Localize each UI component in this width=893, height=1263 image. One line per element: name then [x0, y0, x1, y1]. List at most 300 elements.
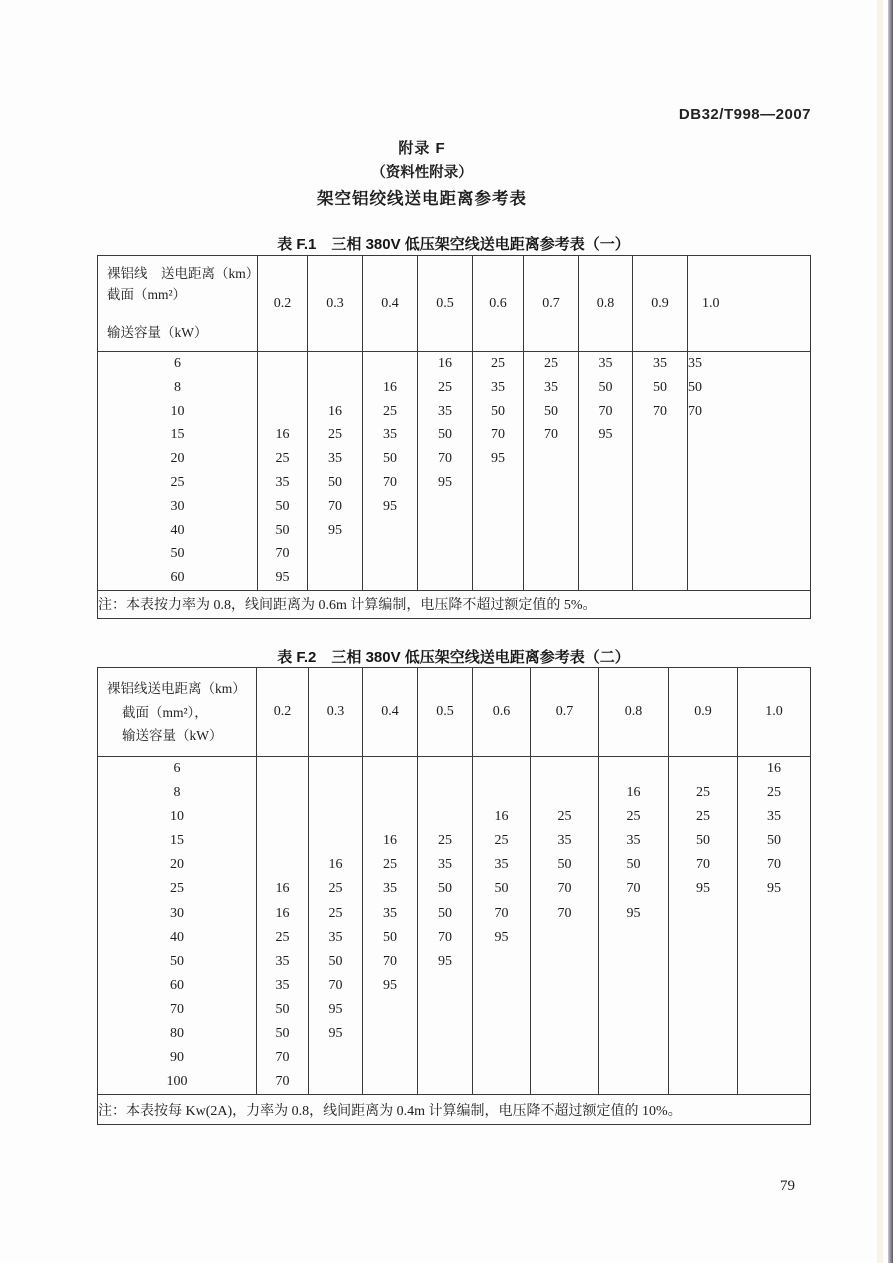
value-cell [363, 1070, 417, 1094]
value-cell: 50 [438, 427, 452, 443]
value-cell [473, 950, 530, 974]
value-column [418, 352, 473, 591]
value-cell [669, 1070, 737, 1094]
capacity-cell: 30 [170, 905, 184, 921]
value-cell: 25 [438, 833, 452, 849]
value-cell: 70 [494, 905, 509, 921]
value-cell [309, 757, 362, 781]
value-cell [669, 902, 737, 926]
value-cell [257, 853, 308, 877]
value-cell: 95 [494, 929, 509, 945]
value-cell [579, 519, 632, 543]
value-cell [579, 542, 632, 566]
capacity-cell: 10 [170, 403, 185, 419]
scan-edge-dark [888, 0, 893, 1263]
value-cell [363, 542, 417, 566]
value-cell: 25 [626, 809, 641, 825]
value-cell [308, 352, 362, 376]
distance-header-cell: 0.7 [524, 256, 579, 352]
value-cell: 25 [328, 905, 343, 921]
value-cell [524, 519, 578, 543]
value-cell: 95 [491, 451, 505, 467]
value-column [257, 757, 309, 1095]
value-column [531, 757, 599, 1095]
value-cell [738, 1022, 810, 1046]
value-cell [688, 447, 810, 471]
value-cell [473, 1022, 530, 1046]
value-cell [473, 998, 530, 1022]
value-cell: 70 [557, 905, 572, 921]
value-cell: 70 [653, 403, 667, 419]
value-cell [257, 781, 308, 805]
value-cell: 16 [494, 809, 509, 825]
value-cell [599, 974, 668, 998]
appendix-title-line: 附录 F [398, 140, 446, 157]
capacity-cell: 10 [170, 809, 184, 825]
table-note: 注：本表按每 Kw(2A)，力率为 0.8，线间距离为 0.4m 计算编制，电压降不超过额定值的 10%。 [98, 1095, 811, 1125]
value-cell [579, 471, 632, 495]
table-f2-container [97, 667, 811, 1125]
value-cell [738, 1070, 810, 1094]
capacity-column [98, 757, 257, 1095]
appendix-name-line: 架空铝绞线送电距离参考表 [317, 190, 527, 208]
value-cell: 50 [328, 953, 343, 969]
value-cell: 70 [438, 451, 452, 467]
value-cell [473, 566, 523, 590]
value-cell [473, 1046, 530, 1070]
value-cell [473, 519, 523, 543]
value-cell: 95 [438, 474, 452, 490]
value-cell [309, 781, 362, 805]
value-cell: 50 [275, 522, 290, 538]
distance-header-cell: 0.8 [599, 668, 669, 757]
value-cell: 35 [557, 833, 572, 849]
distance-header-cell: 0.6 [473, 256, 524, 352]
value-cell [579, 447, 632, 471]
capacity-cell: 30 [170, 498, 185, 514]
value-column [473, 352, 524, 591]
value-cell [531, 926, 598, 950]
value-cell: 35 [494, 857, 509, 873]
value-cell [633, 447, 687, 471]
value-cell [633, 566, 687, 590]
capacity-cell: 90 [170, 1050, 184, 1066]
value-column [738, 757, 811, 1095]
capacity-cell: 50 [170, 546, 185, 562]
value-cell: 50 [383, 451, 397, 467]
corner-header-cell [98, 256, 258, 352]
value-column [418, 757, 473, 1095]
value-cell: 50 [767, 833, 781, 849]
value-cell [738, 902, 810, 926]
value-cell [473, 471, 523, 495]
value-cell [688, 519, 810, 543]
value-cell [418, 495, 472, 519]
value-cell [633, 471, 687, 495]
distance-header-cell: 0.9 [633, 256, 688, 352]
value-cell: 70 [767, 857, 781, 873]
value-cell: 70 [544, 427, 558, 443]
header-label-line: 裸铝线送电距离（km） [107, 681, 246, 696]
value-cell: 95 [328, 522, 342, 538]
value-cell [363, 352, 417, 376]
value-cell [257, 757, 308, 781]
value-cell: 70 [383, 953, 397, 969]
distance-header-cell: 0.7 [531, 668, 599, 757]
capacity-cell: 20 [170, 451, 185, 467]
value-cell [738, 974, 810, 998]
value-cell [738, 950, 810, 974]
value-cell: 35 [767, 809, 781, 825]
value-cell: 35 [653, 356, 667, 371]
value-cell: 35 [688, 356, 702, 371]
table-f1-caption: 表 F.1 三相 380V 低压架空线送电距离参考表（一） [277, 236, 630, 253]
value-cell: 35 [383, 905, 397, 921]
value-cell: 70 [491, 427, 505, 443]
value-cell [531, 1046, 598, 1070]
value-cell: 25 [557, 809, 572, 825]
value-cell: 95 [383, 977, 397, 993]
page-number: 79 [780, 1178, 795, 1194]
value-cell: 95 [767, 881, 781, 897]
capacity-cell: 6 [174, 356, 181, 371]
value-cell [473, 757, 530, 781]
value-column [258, 352, 308, 591]
appendix-title-block [97, 137, 747, 212]
value-cell: 95 [328, 1001, 343, 1017]
value-cell: 95 [328, 1026, 343, 1042]
value-cell [363, 519, 417, 543]
value-cell [688, 495, 810, 519]
value-cell [308, 376, 362, 400]
value-cell [363, 757, 417, 781]
value-cell [531, 757, 598, 781]
header-label-line: 截面（mm²） [107, 287, 187, 302]
value-cell: 70 [275, 1050, 290, 1066]
value-cell [418, 998, 472, 1022]
value-cell [633, 542, 687, 566]
distance-header-cell: 0.4 [363, 256, 418, 352]
value-cell: 35 [328, 929, 343, 945]
value-cell [531, 974, 598, 998]
value-cell [531, 998, 598, 1022]
value-column [669, 757, 738, 1095]
value-cell [309, 805, 362, 829]
value-column [308, 352, 363, 591]
value-column [579, 352, 633, 591]
doc-number: DB32/T998—2007 [678, 106, 811, 123]
value-cell: 50 [544, 403, 558, 419]
capacity-cell: 25 [170, 881, 184, 897]
value-column [309, 757, 363, 1095]
value-cell [531, 950, 598, 974]
value-cell: 25 [491, 356, 505, 371]
value-cell: 95 [438, 953, 452, 969]
distance-header-cell: 0.2 [258, 256, 308, 352]
capacity-cell: 40 [170, 929, 184, 945]
value-cell [599, 950, 668, 974]
value-cell [418, 781, 472, 805]
distance-header-cell: 0.5 [418, 668, 473, 757]
value-cell [363, 781, 417, 805]
capacity-cell: 8 [174, 379, 181, 395]
value-cell [579, 495, 632, 519]
value-cell [688, 566, 810, 590]
value-column [473, 757, 531, 1095]
value-cell: 25 [275, 929, 290, 945]
value-cell: 35 [275, 474, 290, 490]
value-column [633, 352, 688, 591]
value-cell: 35 [383, 881, 397, 897]
value-cell [363, 805, 417, 829]
value-cell [418, 1046, 472, 1070]
value-cell: 35 [438, 403, 452, 419]
value-cell [473, 781, 530, 805]
value-cell: 25 [696, 809, 710, 825]
value-cell [418, 1070, 472, 1094]
value-cell: 70 [626, 881, 641, 897]
value-cell: 50 [653, 379, 667, 395]
capacity-cell: 60 [170, 977, 184, 993]
corner-header-cell [98, 668, 257, 757]
value-cell: 70 [383, 474, 397, 490]
value-column [363, 757, 418, 1095]
value-cell: 25 [383, 857, 397, 873]
value-cell [688, 423, 810, 447]
capacity-cell: 60 [170, 570, 185, 586]
capacity-cell: 70 [170, 1001, 184, 1017]
value-cell: 70 [275, 546, 290, 562]
value-cell [524, 471, 578, 495]
value-cell: 95 [598, 427, 613, 443]
capacity-cell: 40 [170, 522, 185, 538]
appendix-subtitle-line: （资料性附录） [371, 165, 473, 181]
scan-edge-light [877, 0, 883, 1263]
value-column [363, 352, 418, 591]
value-cell [524, 542, 578, 566]
value-cell: 25 [383, 403, 397, 419]
value-cell: 70 [438, 929, 452, 945]
capacity-cell: 80 [170, 1026, 184, 1042]
value-column [688, 352, 811, 591]
capacity-cell: 50 [170, 953, 184, 969]
value-cell: 25 [328, 881, 343, 897]
value-cell [579, 566, 632, 590]
value-cell [669, 757, 737, 781]
capacity-cell: 8 [173, 785, 181, 801]
value-cell: 16 [383, 833, 397, 849]
value-cell [418, 519, 472, 543]
value-cell [669, 974, 737, 998]
value-cell [418, 566, 472, 590]
value-cell [524, 566, 578, 590]
value-cell [309, 1046, 362, 1070]
value-cell [524, 495, 578, 519]
value-cell [688, 471, 810, 495]
value-cell: 50 [696, 833, 710, 849]
value-cell: 70 [275, 1074, 290, 1090]
value-cell [418, 757, 472, 781]
value-cell: 16 [275, 427, 290, 443]
value-cell [599, 757, 668, 781]
value-cell: 16 [275, 881, 290, 897]
table-f1 [97, 255, 811, 619]
distance-header-cell: 1.0 [738, 668, 811, 757]
value-cell [258, 376, 307, 400]
value-column [599, 757, 669, 1095]
capacity-cell: 20 [170, 857, 184, 873]
value-cell: 35 [626, 833, 641, 849]
value-cell: 16 [438, 356, 452, 371]
value-cell [363, 566, 417, 590]
distance-header-cell: 1.0 [688, 256, 811, 352]
value-cell [473, 1070, 530, 1094]
distance-header-cell: 0.2 [257, 668, 309, 757]
value-cell: 50 [438, 905, 452, 921]
value-cell: 25 [275, 451, 290, 467]
value-cell [418, 805, 472, 829]
value-cell [669, 1022, 737, 1046]
value-cell: 50 [557, 857, 572, 873]
capacity-column [98, 352, 258, 591]
value-cell: 70 [688, 403, 702, 419]
value-cell: 35 [598, 356, 613, 371]
value-cell: 70 [557, 881, 572, 897]
value-cell [309, 829, 362, 853]
value-cell [669, 950, 737, 974]
table-f2 [97, 667, 811, 1125]
value-cell: 25 [438, 379, 452, 395]
value-cell: 50 [688, 379, 702, 395]
header-label-line: 截面（mm²）， [122, 704, 208, 720]
value-cell: 50 [626, 857, 641, 873]
value-cell: 70 [696, 857, 710, 873]
value-cell [363, 998, 417, 1022]
value-cell [688, 542, 810, 566]
value-cell: 35 [275, 977, 290, 993]
capacity-cell: 6 [173, 761, 181, 776]
value-cell: 35 [328, 451, 342, 467]
value-cell [257, 805, 308, 829]
header-label-line: 裸铝线 送电距离（km） [107, 266, 260, 281]
value-cell [531, 781, 598, 805]
value-cell: 70 [598, 403, 613, 419]
value-cell [308, 542, 362, 566]
value-cell [599, 926, 668, 950]
value-cell: 35 [275, 953, 290, 969]
header-label-line: 输送容量（kW） [122, 728, 223, 743]
value-cell: 16 [328, 857, 343, 873]
value-cell [473, 495, 523, 519]
distance-header-cell: 0.3 [309, 668, 363, 757]
value-cell: 50 [383, 929, 397, 945]
value-cell [257, 829, 308, 853]
value-cell: 50 [275, 1026, 290, 1042]
value-cell [308, 566, 362, 590]
value-cell: 35 [438, 857, 452, 873]
value-cell [738, 926, 810, 950]
value-cell: 16 [328, 403, 342, 419]
value-cell [738, 1046, 810, 1070]
value-cell: 50 [328, 474, 342, 490]
value-cell [531, 1070, 598, 1094]
value-cell: 35 [491, 379, 505, 395]
distance-header-cell: 0.6 [473, 668, 531, 757]
value-cell [738, 998, 810, 1022]
capacity-cell: 100 [166, 1074, 188, 1090]
value-cell [669, 926, 737, 950]
value-cell: 16 [275, 905, 290, 921]
table-f1-container [97, 255, 811, 619]
value-cell [363, 1046, 417, 1070]
value-cell [669, 1046, 737, 1070]
value-cell: 35 [544, 379, 558, 395]
distance-header-cell: 0.5 [418, 256, 473, 352]
value-cell [599, 1022, 668, 1046]
capacity-cell: 15 [170, 833, 184, 849]
distance-header-cell: 0.3 [308, 256, 363, 352]
value-cell: 95 [383, 498, 397, 514]
value-cell [473, 974, 530, 998]
value-cell: 95 [626, 905, 641, 921]
value-cell: 50 [275, 498, 290, 514]
value-cell: 25 [544, 356, 558, 371]
value-cell [418, 974, 472, 998]
table-f2-caption: 表 F.2 三相 380V 低压架空线送电距离参考表（二） [277, 649, 630, 666]
value-cell: 25 [494, 833, 509, 849]
value-cell: 16 [383, 379, 397, 395]
header-label-line: 输送容量（kW） [107, 325, 208, 340]
value-cell [633, 519, 687, 543]
value-cell: 16 [626, 785, 641, 801]
value-cell [633, 495, 687, 519]
value-cell [531, 1022, 598, 1046]
value-cell [363, 1022, 417, 1046]
value-cell: 70 [328, 977, 343, 993]
value-cell [669, 998, 737, 1022]
value-cell: 50 [598, 379, 613, 395]
value-cell: 50 [438, 881, 452, 897]
capacity-cell: 25 [170, 474, 185, 490]
value-cell [599, 998, 668, 1022]
value-cell [524, 447, 578, 471]
value-cell: 70 [328, 498, 342, 514]
table-note: 注：本表按力率为 0.8，线间距离为 0.6m 计算编制，电压降不超过额定值的 5%。 [98, 590, 811, 618]
value-cell [633, 423, 687, 447]
value-cell: 25 [696, 785, 710, 801]
value-cell: 25 [767, 785, 781, 801]
value-cell: 50 [494, 881, 509, 897]
distance-header-cell: 0.8 [579, 256, 633, 352]
value-cell [309, 1070, 362, 1094]
distance-header-cell: 0.4 [363, 668, 418, 757]
value-cell: 25 [328, 427, 342, 443]
value-cell: 50 [491, 403, 505, 419]
value-cell: 16 [767, 761, 781, 776]
value-cell: 95 [696, 881, 710, 897]
value-cell: 50 [275, 1001, 290, 1017]
value-cell: 95 [275, 570, 290, 586]
value-cell [418, 542, 472, 566]
capacity-cell: 15 [170, 427, 185, 443]
value-cell: 35 [383, 427, 397, 443]
distance-header-cell: 0.9 [669, 668, 738, 757]
value-cell [418, 1022, 472, 1046]
value-cell [258, 400, 307, 424]
value-cell [599, 1046, 668, 1070]
value-cell [473, 542, 523, 566]
value-column [524, 352, 579, 591]
